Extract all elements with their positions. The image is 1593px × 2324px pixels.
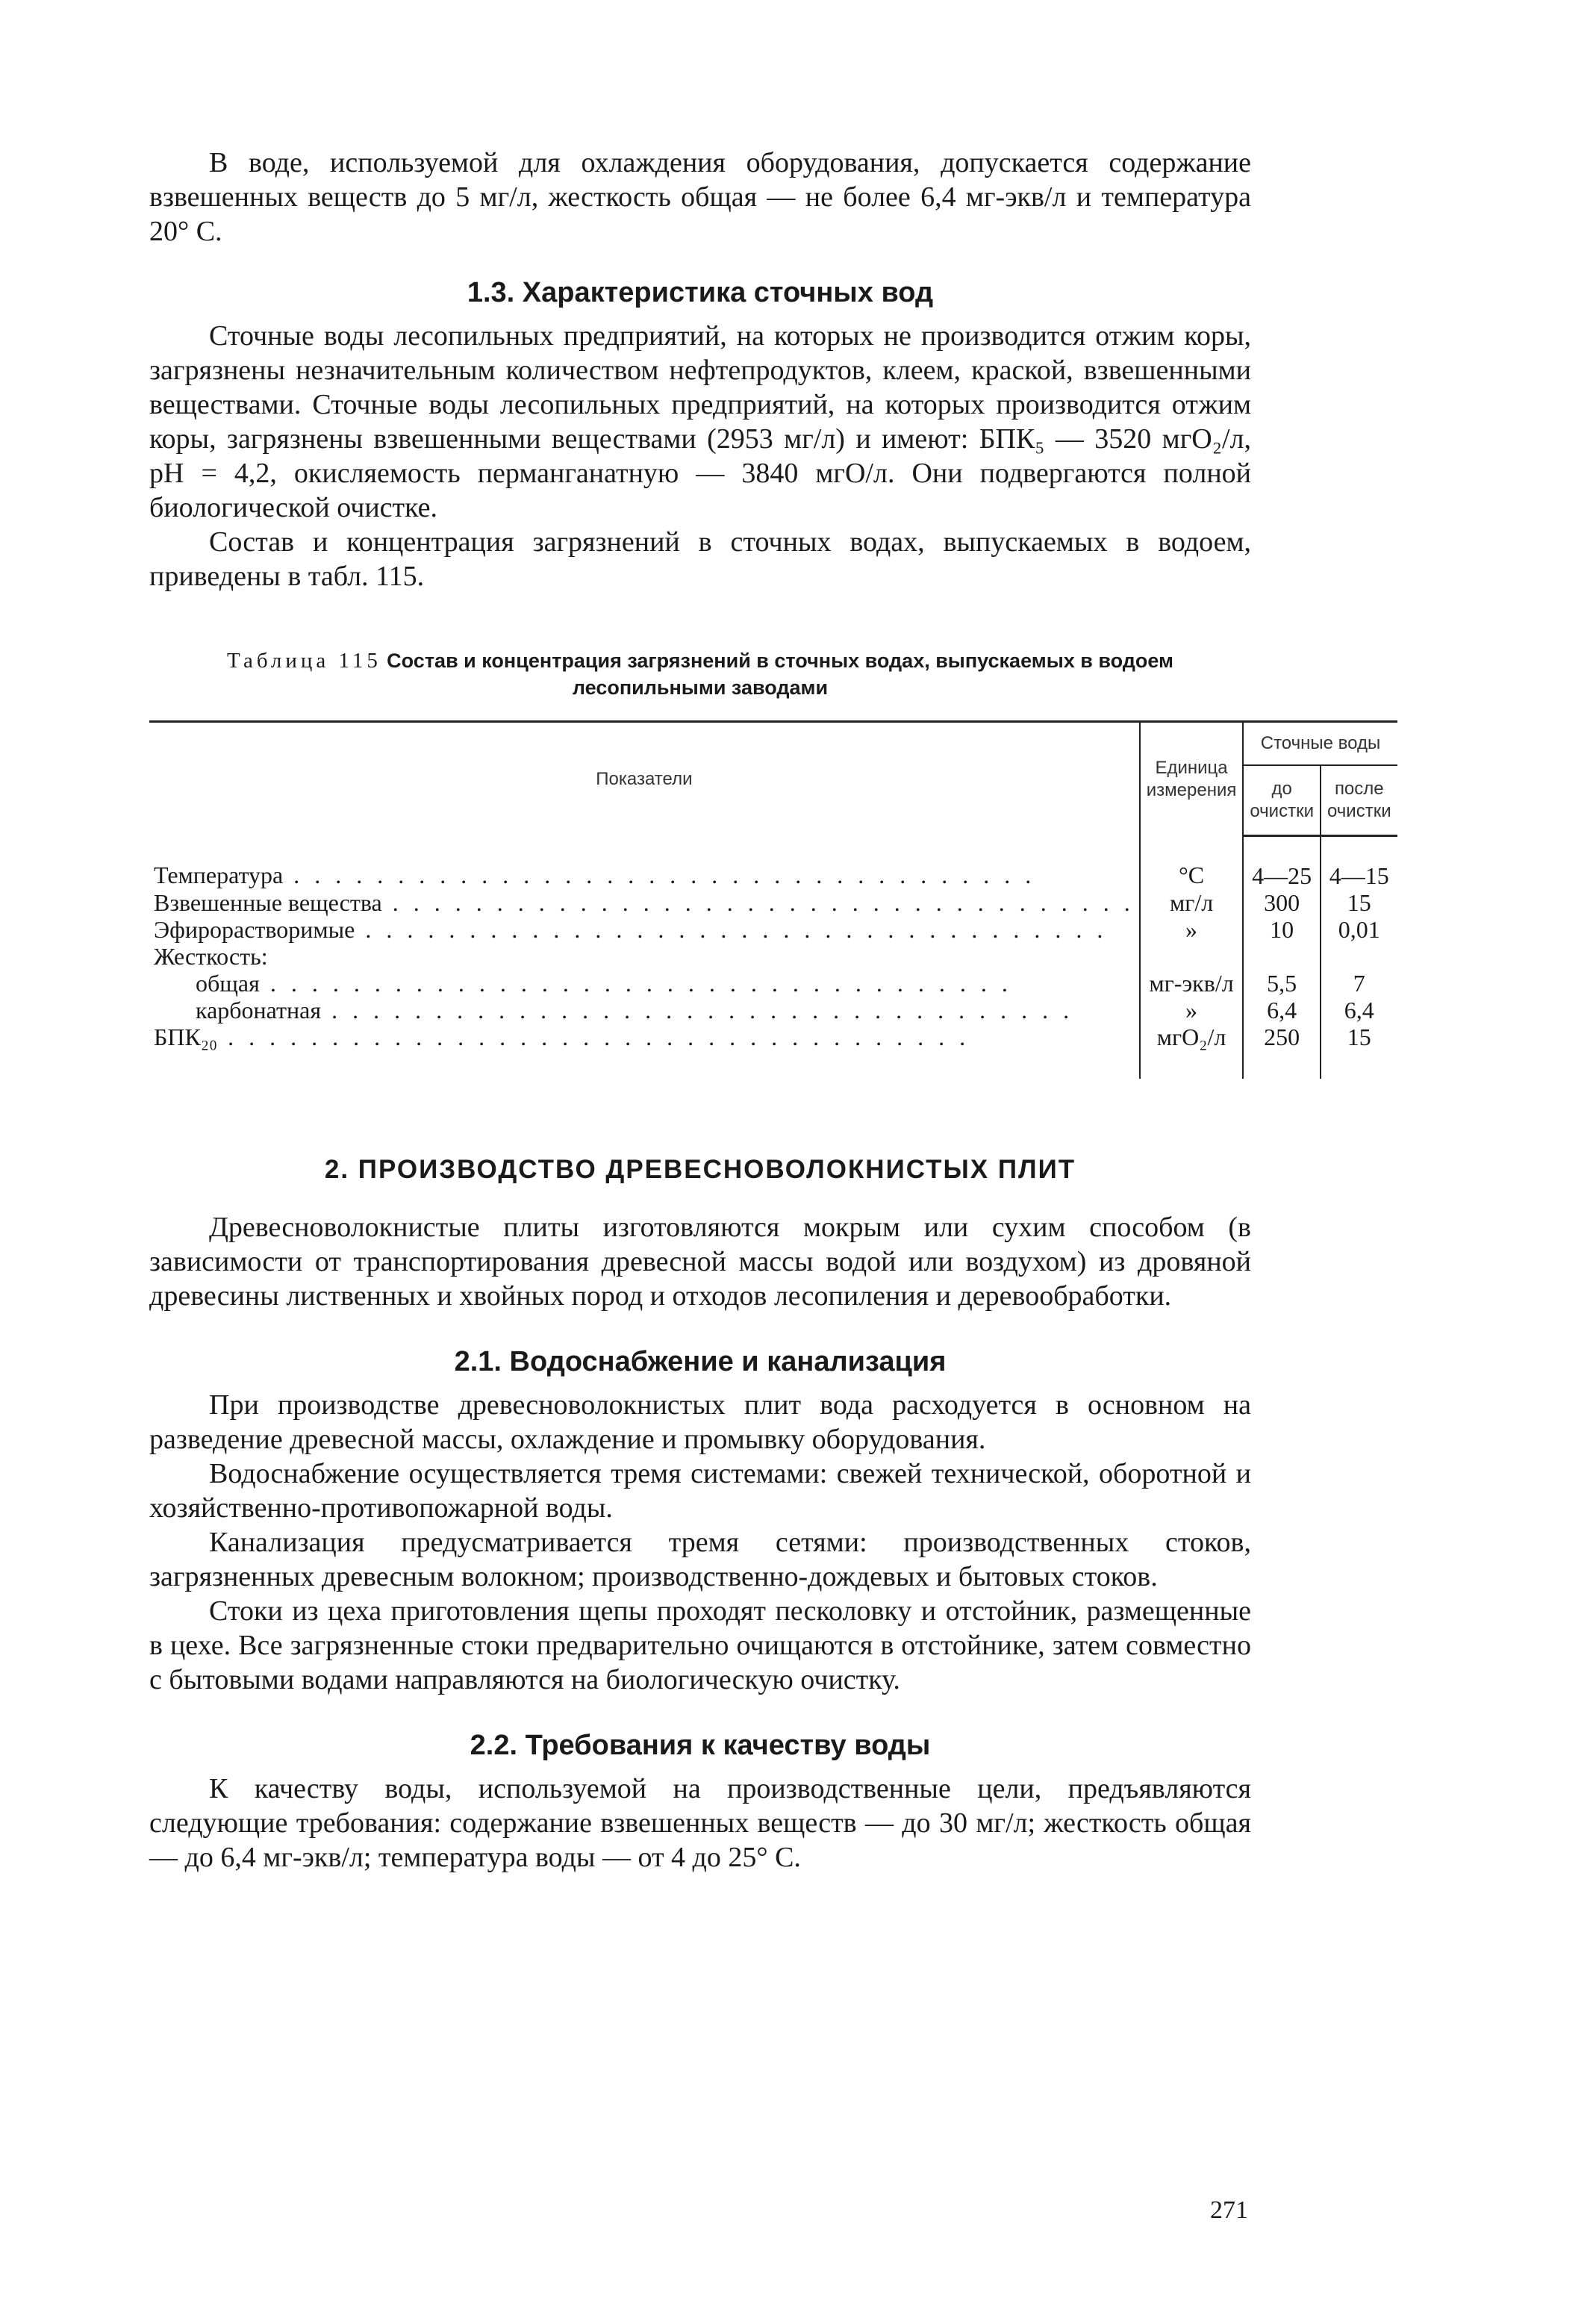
row-unit: мгО₂/л [1140,1024,1244,1079]
row-name: БПК₂₀ . . . [149,1024,1140,1079]
table-row [149,836,1397,890]
row-unit: » [1140,997,1244,1024]
table-row [149,997,1397,1024]
table-115 [149,720,1397,1079]
row-after: 15 [1347,1024,1371,1050]
row-unit [1140,943,1244,970]
row-name: Эфирорастворимые . . . [149,916,1140,943]
section-2-1-paragraph-1: При производстве древесноволокнистых плит вода расходуется в основном на разведение древесной массы, охлаждение и промывку оборудования. [149,1389,1251,1455]
header-wastewater: Сточные воды [1243,722,1397,766]
table-row [149,943,1397,970]
section-1-3-paragraph-1: Сточные воды лесопильных предприятий, на которых не производится отжим коры, загрязнены незначительным количеством нефтепродуктов, клеем, краской, взвешенными веществами. Сточные воды лесопильных предприятий, на которых производится отжим коры, загрязнены взвешенными веществами (2953 мг/л) и имеют: БПК₅ — 3520 мгО₂/л, pH = 4,2, окисляемость перманганатную — 3840 мгО/л. Они подвергаются полной биологической очистке. [149,320,1251,523]
row-after: 6,4 [1344,997,1374,1024]
row-name: общая . . . [149,970,1140,997]
section-2-1-title: 2.1. Водоснабжение и канализация [454,1346,947,1377]
row-after: 4—15 [1329,862,1389,889]
header-before-treatment: до очистки [1243,765,1321,836]
header-unit: Единица измерения [1140,722,1244,836]
row-before: 6,4 [1243,997,1321,1024]
row-after: 0,01 [1338,916,1380,943]
row-before: 5,5 [1243,970,1321,997]
table-row [149,889,1397,916]
intro-paragraph: В воде, используемой для охлаждения оборудования, допускается содержание взвешенных веществ до 5 мг/л, жесткость общая — не более 6,4 мг-экв/л и температура 20° С. [149,147,1251,247]
section-2-1-paragraph-2: Водоснабжение осуществляется тремя системами: свежей технической, оборотной и хозяйственно-противопожарной воды. [149,1458,1251,1524]
section-1-3-paragraph-2: Состав и концентрация загрязнений в сточных водах, выпускаемых в водоем, приведены в табл. 115. [149,526,1251,592]
table-115-title: Состав и концентрация загрязнений в сточных водах, выпускаемых в водоем лесопильными заводами [387,649,1174,699]
row-before: 300 [1243,889,1321,916]
table-row [149,970,1397,997]
row-after [1321,943,1397,970]
row-name: Взвешенные вещества . . . [149,889,1140,916]
section-1-3-title: 1.3. Характеристика сточных вод [467,277,934,308]
row-before: 4—25 [1243,836,1321,890]
table-115-label: Таблица 115 [226,649,381,673]
header-after-treatment: после очистки [1321,765,1397,836]
row-name: карбонатная . . . [149,997,1140,1024]
section-2-title: 2. ПРОИЗВОДСТВО ДРЕВЕСНОВОЛОКНИСТЫХ ПЛИТ [324,1155,1076,1184]
section-2-2-paragraph-1: К качеству воды, используемой на производственные цели, предъявляются следующие требования: содержание взвешенных веществ — до 30 мг/л; жесткость общая — до 6,4 мг-экв/л; температура воды — от 4 до 25° С. [149,1773,1251,1873]
page-number: 271 [1210,2196,1248,2224]
row-after: 15 [1347,889,1371,916]
table-row [149,1024,1397,1079]
section-2-1-paragraph-4: Стоки из цеха приготовления щепы проходят песколовку и отстойник, размещенные в цехе. Все загрязненные стоки предварительно очищаются в отстойнике, затем совместно с бытовыми водами направляются на биологическую очистку. [149,1595,1251,1695]
row-before: 10 [1243,916,1321,943]
section-2-1-paragraph-3: Канализация предусматривается тремя сетями: производственных стоков, загрязненных древесным волокном; производственно-дождевых и бытовых стоков. [149,1527,1251,1592]
row-after: 7 [1353,970,1365,997]
table-row [149,916,1397,943]
row-unit: мг/л [1140,889,1244,916]
section-2-paragraph-1: Древесноволокнистые плиты изготовляются мокрым или сухим способом (в зависимости от транспортирования древесной массы водой или воздухом) из дровяной древесины лиственных и хвойных пород и отходов лесопиления и деревообработки. [149,1212,1251,1312]
row-unit: °С [1140,836,1244,890]
row-unit: » [1140,916,1244,943]
section-2-2-title: 2.2. Требования к качеству воды [470,1730,931,1761]
row-name: Жесткость: [149,943,1140,970]
header-indicator: Показатели [149,722,1140,836]
row-unit: мг-экв/л [1140,970,1244,997]
page-content [149,146,1391,1875]
table-115-caption [149,647,1251,701]
row-before: 250 [1243,1024,1321,1079]
row-before [1243,943,1321,970]
row-name: Температура . . . [149,836,1140,890]
